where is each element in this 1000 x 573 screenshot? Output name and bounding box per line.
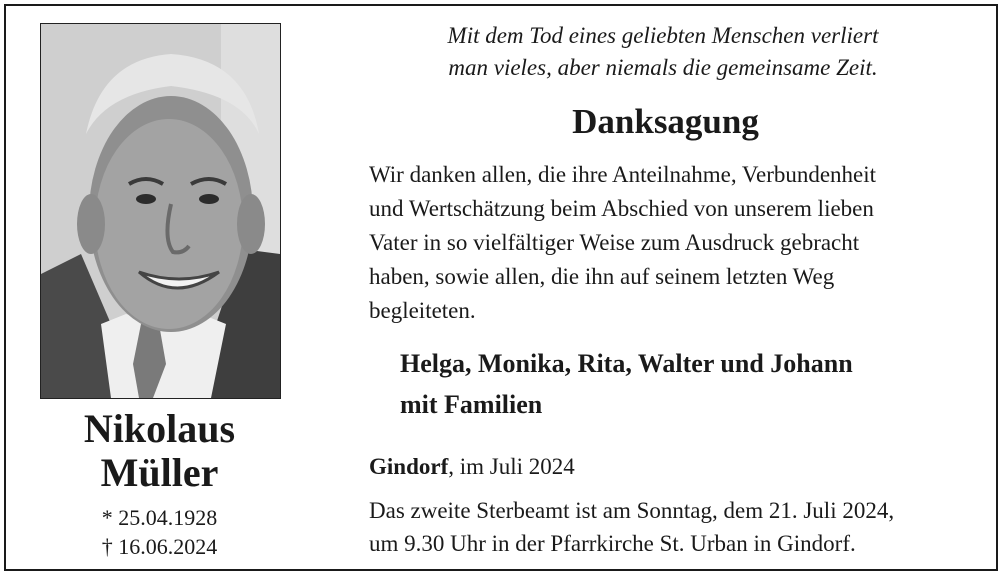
notice-heading: Danksagung	[572, 102, 759, 141]
death-date: † 16.06.2024	[101, 534, 218, 559]
message-line: und Wertschätzung beim Abschied von unserem lieben	[369, 196, 874, 221]
signers-line-2: mit Familien	[400, 390, 543, 419]
place-date-line	[369, 452, 575, 482]
deceased-first-name: Nikolaus	[83, 406, 236, 451]
date-text: , im Juli 2024	[448, 454, 575, 479]
message-line: Vater in so vielfältiger Weise zum Ausdruck gebracht	[369, 230, 860, 255]
portrait-image	[41, 24, 280, 398]
deceased-last-name: Müller	[100, 450, 219, 495]
place-name: Gindorf	[369, 454, 449, 479]
birth-date: * 25.04.1928	[101, 505, 218, 530]
quote-line-1: Mit dem Tod eines geliebten Menschen verliert	[447, 23, 879, 48]
service-line: Das zweite Sterbeamt ist am Sonntag, dem 21. Juli 2024,	[369, 498, 895, 523]
signers-line-1: Helga, Monika, Rita, Walter und Johann	[400, 349, 853, 378]
quote-line-2: man vieles, aber niemals die gemeinsame Zeit.	[448, 55, 878, 80]
message-line: Wir danken allen, die ihre Anteilnahme, Verbundenheit	[369, 162, 877, 187]
message-line: begleiteten.	[369, 298, 476, 323]
message-line: haben, sowie allen, die ihn auf seinem letzten Weg	[369, 264, 835, 289]
service-line: um 9.30 Uhr in der Pfarrkirche St. Urban in Gindorf.	[369, 531, 856, 556]
portrait-photo	[40, 23, 281, 399]
